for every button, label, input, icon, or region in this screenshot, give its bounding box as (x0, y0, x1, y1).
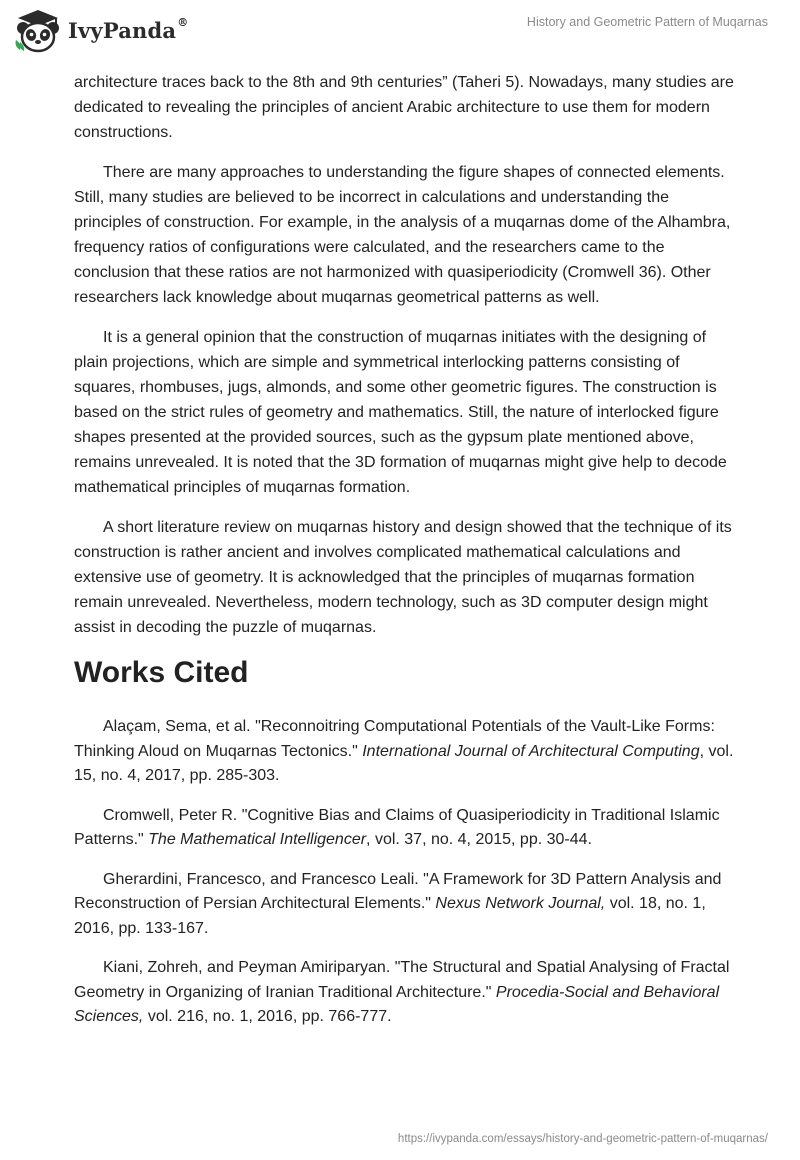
paragraph: A short literature review on muqarnas history and design showed that the technique of its construction is rather ancient and involves complicated mathematical calculations and extensive use of geometry. It is acknowledged that the principles of muqarnas formation remain unrevealed. Nevertheless, modern technology, such as 3D computer design might assist in decoding the puzzle of muqarnas. (74, 519, 732, 636)
page-header (0, 0, 800, 64)
source-url[interactable]: https://ivypanda.com/essays/history-and-geometric-pattern-of-muqarnas/ (397, 1133, 768, 1145)
document-title: History and Geometric Pattern of Muqarnas (526, 15, 768, 29)
citation-entry: Cromwell, Peter R. "Cognitive Bias and Claims of Quasiperiodicity in Traditional Islamic Patterns." The Mathematical Intelligencer, vol. 37, no. 4, 2015, pp. 30-44. (74, 806, 720, 848)
paragraph: architecture traces back to the 8th and 9th centuries” (Taheri 5). Nowadays, many studies are dedicated to revealing the principles of ancient Arabic architecture to use them for modern constructions. (74, 74, 734, 141)
panda-graduate-icon (12, 6, 64, 54)
paragraph: It is a general opinion that the construction of muqarnas initiates with the designing of plain projections, which are simple and symmetrical interlocking patterns consisting of squares, rhombuses, jugs, almonds, and some other geometric figures. The construction is based on the strict rules of geometry and mathematics. Still, the nature of interlocked figure shapes presented at the provided sources, such as the gypsum plate mentioned above, remains unrevealed. It is noted that the 3D formation of muqarnas might give help to decode mathematical principles of muqarnas formation. (74, 329, 727, 496)
citation-entry: Kiani, Zohreh, and Peyman Amiriparyan. "The Structural and Spatial Analysing of Fractal Geometry in Organizing of Iranian Traditional Architecture." Procedia-Social and Behavioral Sciences, vol. 216, no. 1, 2016, pp. 766-777. (74, 959, 730, 1025)
paragraph: There are many approaches to understanding the figure shapes of connected elements. Still, many studies are believed to be incorrect in calculations and understanding the principles of construction. For example, in the analysis of a muqarnas dome of the Alhambra, frequency ratios of configurations were calculated, and the researchers came to the conclusion that these ratios are not harmonized with quasiperiodicity (Cromwell 36). Other researchers lack knowledge about muqarnas geometrical patterns as well. (74, 164, 731, 306)
citation-entry: Gherardini, Francesco, and Francesco Leali. "A Framework for 3D Pattern Analysis and Reconstruction of Persian Architectural Elements." Nexus Network Journal, vol. 18, no. 1, 2016, pp. 133-167. (74, 870, 722, 937)
logo-text: IvyPanda® (68, 15, 189, 43)
logo[interactable] (12, 6, 188, 54)
works-cited-heading: Works Cited (74, 656, 249, 689)
essay-content (74, 70, 734, 1045)
citation-entry: Alaçam, Sema, et al. "Reconnoitring Computational Potentials of the Vault-Like Forms: Thinking Aloud on Muqarnas Tectonics." International Journal of Architectural Computing, vol. 15, no. 4, 2017, pp. 285-303. (74, 718, 734, 784)
